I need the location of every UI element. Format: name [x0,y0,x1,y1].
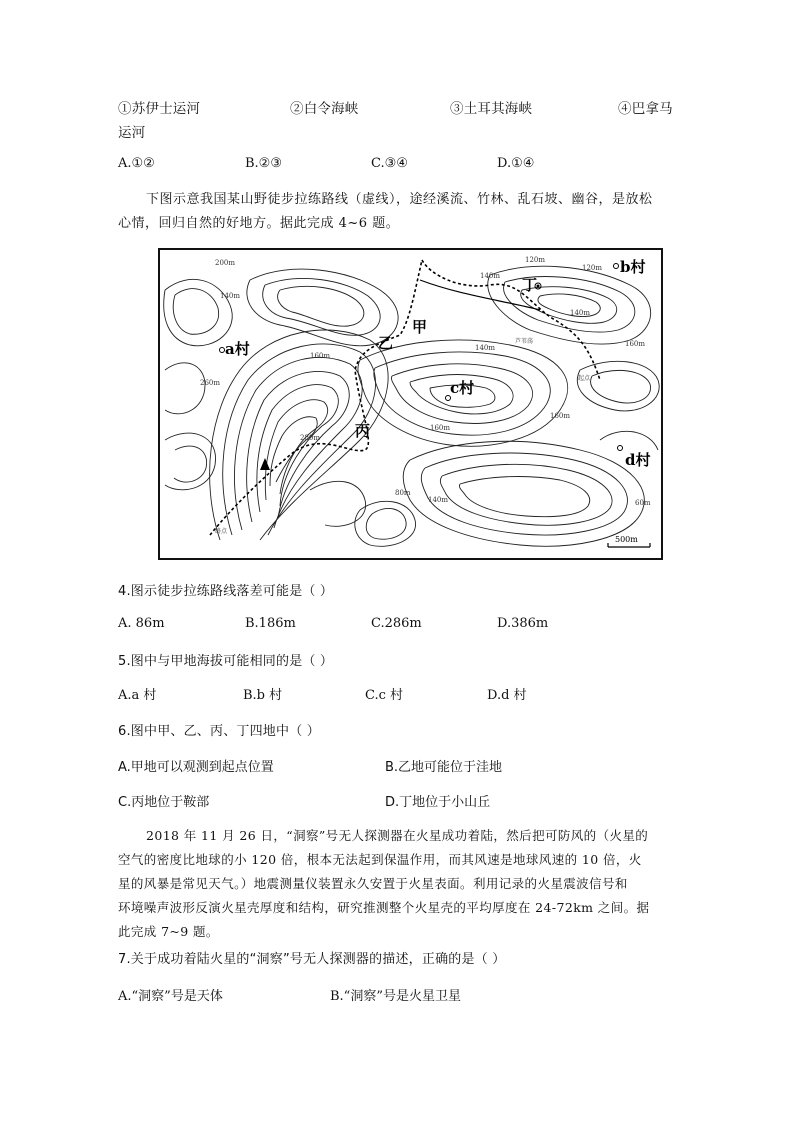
point-ding-label: 丁 [522,276,538,294]
contour-label: 260m [200,379,220,387]
contour-label: 140m [480,272,500,280]
topographic-map-svg [160,250,661,558]
q5-option-a: A.a 村 [118,688,157,703]
contour-label: 140m [220,292,240,300]
contour-label: 140m [475,344,495,352]
prev-option-1: ①苏伊士运河 [118,101,201,117]
q4-stem: 4.图示徒步拉练路线落差可能是（ ） [118,584,334,599]
contour-label: 200m [215,259,235,267]
point-bing-label: 丙 [355,422,371,440]
end-label: 终点 [215,528,228,535]
prev-answer-a: A.①② [118,156,155,171]
village-d-label: d村 [625,451,651,469]
topographic-map [158,248,663,560]
q7-option-b: B.“洞察”号是火星卫星 [330,989,461,1004]
village-c-label: c村 [450,379,475,397]
q4-option-c: C.286m [371,616,422,631]
village-a-label: a村 [225,340,250,358]
prev-option-2: ②白令海峡 [290,101,359,117]
intro-7-9-line3: 星的风暴是常见天气。）地震测量仪装置永久安置于火星表面。利用记录的火星震波信号和 [118,876,628,891]
prev-answer-d: D.①④ [497,156,535,171]
intro-7-9-line5: 此完成 7~9 题。 [118,924,219,939]
q6-option-d: D.丁地位于小山丘 [385,795,491,810]
intro-7-9-line2: 空气的密度比地球的小 120 倍，根本无法起到保温作用，而其风速是地球风速的 10 倍，火 [118,852,642,867]
q5-stem: 5.图中与甲地海拔可能相同的是（ ） [118,654,334,669]
contour-label: 280m [300,434,320,442]
prev-option-4: ④巴拿马 [618,101,673,117]
prev-option-4-cont: 运河 [118,125,146,141]
q5-option-c: C.c 村 [365,688,404,703]
contour-label: 160m [550,412,570,420]
intro-7-9-line4: 环境噪声波形反演火星壳厚度和结构，研究推测整个火星壳的平均厚度在 24-72km 之间。据 [118,900,650,915]
contour-label: 140m [570,309,590,317]
q4-option-b: B.186m [245,616,296,631]
q7-option-a: A.“洞察”号是天体 [118,989,223,1004]
contour-label: 140m [428,496,448,504]
prev-answer-b: B.②③ [245,156,282,171]
q6-stem: 6.图中甲、乙、丙、丁四地中（ ） [118,724,320,739]
contour-label: 160m [310,352,330,360]
q4-option-d: D.386m [497,616,549,631]
q6-option-b: B.乙地可能位于洼地 [385,760,503,775]
q6-option-c: C.丙地位于鞍部 [118,795,210,810]
contour-label: 120m [525,256,545,264]
scale-bar [608,535,650,547]
prev-answer-c: C.③④ [371,156,408,171]
point-yi-label: 乙 [378,334,394,352]
prev-option-3: ③土耳其海峡 [450,101,533,117]
q6-option-a: A.甲地可以观测到起点位置 [118,760,274,775]
contour-label: 160m [430,424,450,432]
q5-option-b: B.b 村 [243,688,283,703]
start-label: 起点 [578,375,591,382]
lake-label: 芦苇荡 [515,338,534,345]
q5-option-d: D.d 村 [487,688,527,703]
q7-stem: 7.关于成功着陆火星的“洞察”号无人探测器的描述，正确的是（ ） [118,952,506,967]
intro-4-6-line2: 心情，回归自然的好地方。据此完成 4~6 题。 [118,216,400,231]
contour-label: 160m [625,340,645,348]
contour-label: 80m [395,489,411,497]
contour-label: 60m [635,499,651,507]
contour-label: 120m [582,264,602,272]
point-jia-label: 甲 [412,318,428,336]
svg-text:500m: 500m [615,535,638,544]
q4-option-a: A. 86m [118,616,165,631]
intro-4-6-line1: 下图示意我国某山野徒步拉练路线（虚线），途经溪流、竹林、乱石坡、幽谷，是放松 [146,192,653,207]
village-b-label: b村 [620,258,646,276]
intro-7-9-line1: 2018 年 11 月 26 日，“洞察”号无人探测器在火星成功着陆，然后把可防风的（火星的 [146,828,649,843]
